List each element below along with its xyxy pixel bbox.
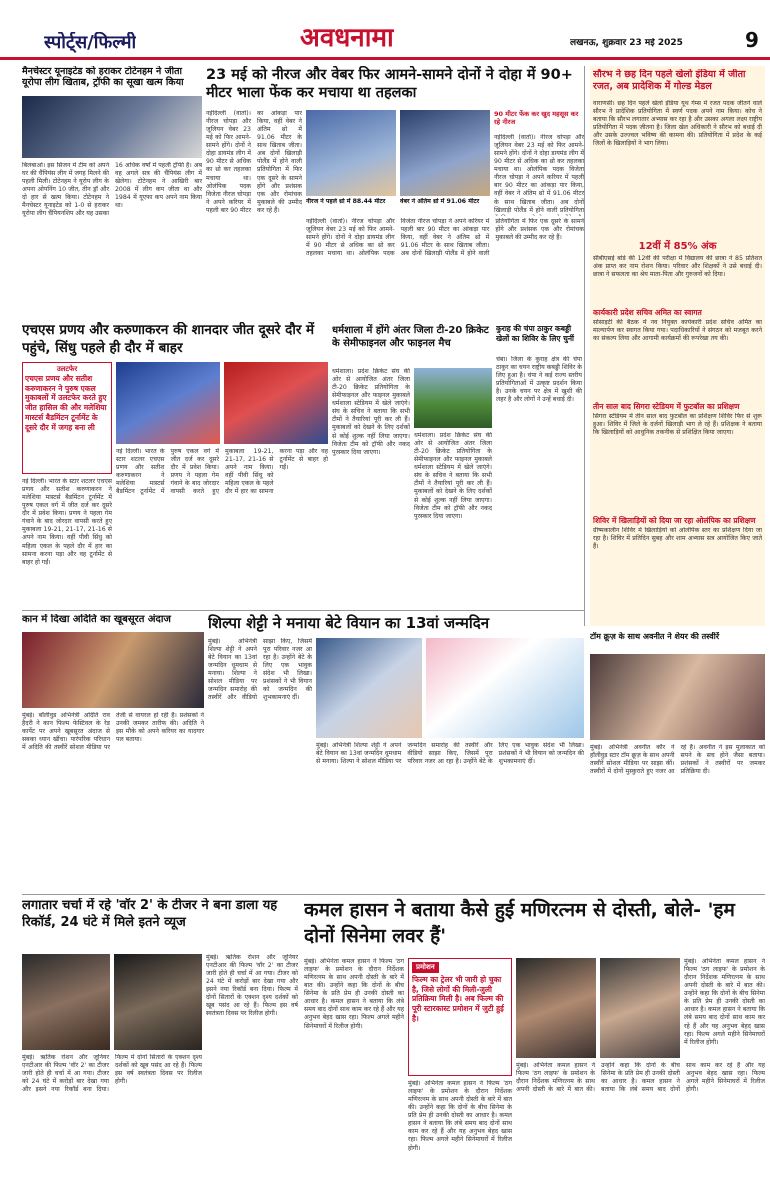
promo-tag: प्रमोशन <box>412 962 439 973</box>
photo-tottenham-team <box>22 96 202 158</box>
article-saurabh <box>590 66 765 626</box>
body-12th: सीबीएसई बोर्ड की 12वीं की परीक्षा में विद्यालय की छात्रा ने 85 प्रतिशत अंक प्राप्त कर नाम रोशन किया। परिवार और शिक्षकों ने उसे बधाई दी। छात्रा ने सफलता का श्रेय माता-पिता और गुरुजनों को दिया। <box>593 255 762 279</box>
article-body-right: मुंबई। ऋतिक रोशन और जूनियर एनटीआर की फिल्म 'वॉर 2' का टीजर जारी होते ही चर्चा में आ गया। टीजर को 24 घंटे में करोड़ों बार देखा गया और इसने नया रिकॉर्ड बना दिया। फिल्म में दोनों सितारों के एक्शन दृश्य दर्शकों को खूब पसंद आ रहे हैं। फिल्म इस वर्ष स्वतंत्रता दिवस पर रिलीज होगी। <box>206 954 298 1018</box>
photo-birthday <box>426 638 584 738</box>
article-body: मुंबई। ऋतिक रोशन और जूनियर एनटीआर की फिल्म 'वॉर 2' का टीजर जारी होते ही चर्चा में आ गया। टीजर को 24 घंटे में करोड़ों बार देखा गया और इसने नया रिकॉर्ड बना दिया। फिल्म में दोनों सितारों के एक्शन दृश्य दर्शकों को खूब पसंद आ रहे हैं। फिल्म इस वर्ष स्वतंत्रता दिवस पर रिलीज होगी। <box>22 1054 202 1094</box>
article-aditi <box>22 614 204 890</box>
divider <box>22 610 584 611</box>
article-body: बिलबाओ। इस सिजन में टीम को अपने घर की चैंपियंस लीग में जगह मिलने की पहली मिली। टोटेनहम ने यूरोप लीग के अपना ओपनिंग 10 जीत, तीन ड्रॉ और दो हार से खत्म किया। टोटेनहम ने मैनचेस्टर यूनाइटेड को 1-0 से हराकर यूरोपा लीग चैंपियनशिप और यह उसका 16 अधिक वर्षों में पहली ट्रॉफी है। अब वह अगले सत्र की चैंपियंस लीग में खेलेगा। टोटेनहम ने आखिरी बार 2008 में लीग कप जीता था और 1984 में यूएफा कप अपने नाम किया था। <box>22 162 202 218</box>
photo-neeraj <box>306 110 396 196</box>
caption-weber: वेबर ने अंतिम थ्रो में 91.06 मीटर <box>400 198 480 205</box>
brand-logo: अवधनामा <box>300 23 394 53</box>
headline: सौरभ ने छह दिन पहले खेलो इंडिया में जीता रजत, अब प्रादेशिक में गोल्ड मेडल <box>593 69 746 92</box>
page-number: 9 <box>745 28 759 52</box>
headline: शिल्पा शेट्टी ने मनाया बेटे वियान का 13वां जन्मदिन <box>208 614 490 632</box>
body-sigra: सिगरा स्टेडियम में तीन साल बाद फुटबॉल का प्रशिक्षण शिविर फिर से शुरू हुआ। शिविर में जिले के दर्जनों खिलाड़ी भाग ले रहे हैं। प्रशिक्षक ने बताया कि खिलाड़ियों को आधुनिक तकनीक से प्रशिक्षित किया जाएगा। <box>593 413 762 437</box>
headline: लगातार चर्चा में रहे 'वॉर 2' के टीजर ने बना डाला यह रिकॉर्ड, 24 घंटे में मिले इतने व्यूज <box>22 898 278 930</box>
caption-neeraj: नीरज ने पहले थ्रो में 88.44 मीटर <box>306 198 386 205</box>
photo-maniratnam <box>600 958 680 1058</box>
divider <box>584 66 585 626</box>
headline: कमल हासन ने बताया कैसे हुई मणिरत्नम से दोस्ती, बोले- 'हम दोनों सिनेमा लवर हैं' <box>304 899 735 947</box>
photo-war2 <box>22 954 110 1050</box>
article-body-continued: मुंबई। अभिनेत्री शिल्पा शेट्टी ने अपने बेटे वियान का 13वां जन्मदिन धूमधाम से मनाया। शिल्पा ने सोशल मीडिया पर जन्मदिन समारोह की तस्वीरें और वीडियो साझा किए, जिसमें पूरा परिवार नजर आ रहा है। उन्होंने बेटे के लिए एक भावुक संदेश भी लिखा। प्रशंसकों ने भी वियान को जन्मदिन की शुभकामनाएं दीं। <box>316 742 584 766</box>
photo-prannoy <box>224 362 328 444</box>
photo-weber <box>400 110 490 196</box>
body-amit: सोसाइटी की बैठक में नव नियुक्त कार्यकारी प्रदेश सचिव अमित का माल्यार्पण कर स्वागत किया गया। पदाधिकारियों ने संगठन को मजबूत करने का संकल्प लिया और आगामी कार्यक्रमों की रूपरेखा तय की। <box>593 319 762 343</box>
article-body: मुंबई। बॉलीवुड अभिनेत्री अदिति राव हैदरी ने कान फिल्म फेस्टिवल के रेड कार्पेट पर अपने खूबसूरत अंदाज से सबका ध्यान खींचा। पारंपरिक परिधान में अदिति की तस्वीरें सोशल मीडिया पर तेजी से वायरल हो रही हैं। प्रशंसकों ने उनकी जमकर तारीफ की। अदिति ने इस मौके को अपने करियर का यादगार पल बताया। <box>22 712 204 752</box>
article-cricket <box>332 324 492 602</box>
headline: टॉम क्रूज़ के साथ अवनीत ने शेयर की तस्वीरें <box>590 632 720 641</box>
article-badminton <box>22 322 328 598</box>
photo-war2-second <box>114 954 202 1050</box>
photo-aditi <box>22 632 204 708</box>
body-camp: ग्रीष्मकालीन शिविर में खिलाड़ियों को ओलंपिक स्तर का प्रशिक्षण दिया जा रहा है। शिविर में प्रतिदिन सुबह और शाम अभ्यास सत्र आयोजित किए जाते हैं। <box>593 527 762 551</box>
article-body-right: मुंबई। अभिनेता कमल हासन ने फिल्म 'ठग लाइफ' के प्रमोशन के दौरान निर्देशक मणिरत्नम के साथ अपनी दोस्ती के बारे में बात की। उन्होंने कहा कि दोनों के बीच सिनेमा के प्रति प्रेम ही उनकी दोस्ती का आधार है। कमल हासन ने बताया कि लंबे समय बाद दोनों साथ काम कर रहे हैं और यह अनुभव बेहद खास रहा। फिल्म अगले महीने सिनेमाघरों में रिलीज होगी। <box>684 958 765 1046</box>
article-body: नईदिल्ली (वार्ता)। नीरज चोपड़ा और जूलियन वेबर 23 मई को फिर आमने-सामने होंगे। दोनों ने दोहा डायमंड लीग में 90 मीटर से अधिक का थ्रो कर तहलका मचाया था। ओलंपिक पदक विजेता नीरज चोपड़ा ने अपने करियर में पहली बार 90 मीटर का आंकड़ा पार किया, वहीं वेबर ने अंतिम थ्रो में 91.06 मीटर के साथ खिताब जीता। अब दोनों खिलाड़ी पोलैंड में होने वाली प्रतियोगिता में फिर एक दूसरे के सामने होंगे और प्रशंसक एक और रोमांचक मुकाबले की उम्मीद कर रहे हैं। <box>206 110 302 214</box>
article-body: मुंबई। अभिनेत्री अवनीत कौर ने हॉलीवुड स्टार टॉम क्रूज़ के साथ अपनी तस्वीरें सोशल मीडिया पर साझा कीं। तस्वीरों में दोनों मुस्कुराते हुए नजर आ रहे हैं। अवनीत ने इस मुलाकात को सपने के सच होने जैसा बताया। प्रशंसकों ने तस्वीरों पर जमकर प्रतिक्रिया दी। <box>590 744 765 776</box>
article-body: वाराणसी। छह दिन पहले खेलो इंडिया यूथ गेम्स में रजत पदक जीतने वाले सौरभ ने प्रादेशिक प्रतियोगिता में स्वर्ण पदक अपने नाम किया। कोच ने बताया कि सौरभ लगातार अभ्यास कर रहा है और उसका अगला लक्ष्य राष्ट्रीय प्रतियोगिता में पदक जीतना है। जिला खेल अधिकारी ने सौरभ को बधाई दी और उसके उज्ज्वल भविष्य की कामना की। प्रतियोगिता में प्रदेश के कई जिलों के खिलाड़ियों ने भाग लिया। <box>593 100 762 148</box>
headline: 23 मई को नीरज और वेबर फिर आमने-सामने दोनों ने दोहा में 90+ मीटर भाला फेंक कर मचाया था तहलका <box>206 67 573 102</box>
photo-avneet-tom <box>590 654 765 740</box>
promo-box <box>408 958 512 1076</box>
subhead-sigra: तीन साल बाद सिगरा स्टेडियम में फुटबॉल का प्रशिक्षण <box>593 402 740 411</box>
article-kamal <box>304 898 765 1196</box>
box-label: उलटफेर <box>56 365 78 373</box>
article-body-continued: धर्मशाला। प्रदेश क्रिकेट संघ की ओर से आयोजित अंतर जिला टी-20 क्रिकेट प्रतियोगिता के सेमीफाइनल और फाइनल मुकाबले धर्मशाला स्टेडियम में खेले जाएंगे। संघ के सचिव ने बताया कि सभी टीमों ने तैयारियां पूरी कर ली हैं। मुकाबलों को देखने के लिए दर्शकों से कोई शुल्क नहीं लिया जाएगा। विजेता टीम को ट्रॉफी और नकद पुरस्कार दिया जाएगा। <box>414 432 492 520</box>
box-text: एचएस प्रणय और सतीश करुणाकरन ने पुरुष एकल मुकाबलों में उलटफेर करते हुए जीत हासिल की और मलेशिया मास्टर्स बैडमिंटन टूर्नामेंट के दूसरे दौर में जगह बना ली <box>25 373 107 432</box>
article-avneet <box>590 632 765 890</box>
headline: एचएस प्रणय और करुणाकरन की शानदार जीत दूसरे दौर में पहुंचे, सिंधु पहले ही दौर में बाहर <box>22 322 315 356</box>
section-title: स्पोर्ट्स/फिल्मी <box>44 32 137 53</box>
photo-shilpa-family <box>316 638 422 738</box>
headline: मैनचेस्टर यूनाइटेड को हराकर टोटेनहम ने जीता यूरोपा लीग खिताब, ट्रॉफी का सूखा खत्म किया <box>22 66 184 89</box>
masthead <box>0 0 770 60</box>
headline: कान में दिखा अदिति का खूबसूरत अंदाज <box>22 614 171 625</box>
subhead-camp: शिविर में खिलाड़ियों को दिया जा रहा ओलंपिक का प्रशिक्षण <box>593 516 756 525</box>
article-body-continued: मुंबई। अभिनेता कमल हासन ने फिल्म 'ठग लाइफ' के प्रमोशन के दौरान निर्देशक मणिरत्नम के साथ अपनी दोस्ती के बारे में बात की। उन्होंने कहा कि दोनों के बीच सिनेमा के प्रति प्रेम ही उनकी दोस्ती का आधार है। कमल हासन ने बताया कि लंबे समय बाद दोनों साथ काम कर रहे हैं और यह अनुभव बेहद खास रहा। फिल्म अगले महीने सिनेमाघरों में रिलीज होगी। <box>516 1062 765 1094</box>
article-body-lower: मुंबई। अभिनेता कमल हासन ने फिल्म 'ठग लाइफ' के प्रमोशन के दौरान निर्देशक मणिरत्नम के साथ अपनी दोस्ती के बारे में बात की। उन्होंने कहा कि दोनों के बीच सिनेमा के प्रति प्रेम ही उनकी दोस्ती का आधार है। कमल हासन ने बताया कि लंबे समय बाद दोनों साथ काम कर रहे हैं और यह अनुभव बेहद खास रहा। फिल्म अगले महीने सिनेमाघरों में रिलीज होगी। <box>408 1080 512 1152</box>
subhead-12th: 12वीं में 85% अंक <box>638 241 717 252</box>
article-kabaddi <box>496 324 582 602</box>
article-body: नई दिल्ली। भारत के स्टार शटलर एचएस प्रणय और सतीश करुणाकरन ने मलेशिया मास्टर्स बैडमिंटन टूर्नामेंट में पुरुष एकल वर्ग में जीत दर्ज कर दूसरे दौर में प्रवेश किया। प्रणय ने पहला गेम गंवाने के बाद जोरदार वापसी करते हुए मुकाबला 19-21, 21-17, 21-16 से अपने नाम किया। वहीं पीवी सिंधु को महिला एकल के पहले दौर में हार का सामना करना पड़ा और वह टूर्नामेंट से बाहर हो गईं। <box>116 448 328 496</box>
photo-sindhu <box>116 362 220 444</box>
divider <box>22 894 765 895</box>
article-tottenham <box>22 66 202 296</box>
headline: धर्मशाला में होंगे अंतर जिला टी-20 क्रिकेट के सेमीफाइनल और फाइनल मैच <box>332 325 489 349</box>
dateline: लखनऊ, शुक्रवार 23 मई 2025 <box>570 38 683 48</box>
promo-quote: फिल्म का ट्रेलर भी जारी हो चुका है, जिसे लोगों की मिली-जुली प्रतिक्रिया मिली है। अब फिल्म की पूरी स्टारकास्ट प्रमोशन में जुटी हुई है। <box>412 974 504 1023</box>
headline: कुराह की चंपा ठाकुर कबड्डी खेलों का शिविर के लिए चुनीं <box>496 324 574 343</box>
article-body: मुंबई। अभिनेता कमल हासन ने फिल्म 'ठग लाइफ' के प्रमोशन के दौरान निर्देशक मणिरत्नम के साथ अपनी दोस्ती के बारे में बात की। उन्होंने कहा कि दोनों के बीच सिनेमा के प्रति प्रेम ही उनकी दोस्ती का आधार है। कमल हासन ने बताया कि लंबे समय बाद दोनों साथ काम कर रहे हैं और यह अनुभव बेहद खास रहा। फिल्म अगले महीने सिनेमाघरों में रिलीज होगी। <box>304 958 404 1030</box>
highlight-box <box>22 362 112 474</box>
photo-kamal <box>516 958 596 1058</box>
article-body-continued: नईदिल्ली (वार्ता)। नीरज चोपड़ा और जूलियन वेबर 23 मई को फिर आमने-सामने होंगे। दोनों ने दोहा डायमंड लीग में 90 मीटर से अधिक का थ्रो कर तहलका मचाया था। ओलंपिक पदक विजेता नीरज चोपड़ा ने अपने करियर में पहली बार 90 मीटर का आंकड़ा पार किया, वहीं वेबर ने अंतिम थ्रो में 91.06 मीटर के साथ खिताब जीता। अब दोनों खिलाड़ी पोलैंड में होने वाली प्रतियोगिता में फिर एक दूसरे के सामने होंगे और प्रशंसक एक और रोमांचक मुकाबले की उम्मीद कर रहे हैं। <box>306 218 584 258</box>
subhead-amit: कार्यकारी प्रदेश सचिव अमित का स्वागत <box>593 308 702 317</box>
subheadline: 90 मीटर फेंक कर खुद महसूस कर रहे नीरज <box>494 110 579 127</box>
article-body: मुंबई। अभिनेत्री शिल्पा शेट्टी ने अपने बेटे वियान का 13वां जन्मदिन धूमधाम से मनाया। शिल्पा ने सोशल मीडिया पर जन्मदिन समारोह की तस्वीरें और वीडियो साझा किए, जिसमें पूरा परिवार नजर आ रहा है। उन्होंने बेटे के लिए एक भावुक संदेश भी लिखा। प्रशंसकों ने भी वियान को जन्मदिन की शुभकामनाएं दीं। <box>208 638 312 702</box>
article-body-right: नईदिल्ली (वार्ता)। नीरज चोपड़ा और जूलियन वेबर 23 मई को फिर आमने-सामने होंगे। दोनों ने दोहा डायमंड लीग में 90 मीटर से अधिक का थ्रो कर तहलका मचाया था। ओलंपिक पदक विजेता नीरज चोपड़ा ने अपने करियर में पहली बार 90 मीटर का आंकड़ा पार किया, वहीं वेबर ने अंतिम थ्रो में 91.06 मीटर के साथ खिताब जीता। अब दोनों खिलाड़ी पोलैंड में होने वाली प्रतियोगिता <box>494 134 584 214</box>
article-war2 <box>22 898 298 1196</box>
article-body: धर्मशाला। प्रदेश क्रिकेट संघ की ओर से आयोजित अंतर जिला टी-20 क्रिकेट प्रतियोगिता के सेमीफाइनल और फाइनल मुकाबले धर्मशाला स्टेडियम में खेले जाएंगे। संघ के सचिव ने बताया कि सभी टीमों ने तैयारियां पूरी कर ली हैं। मुकाबलों को देखने के लिए दर्शकों से कोई शुल्क नहीं लिया जाएगा। विजेता टीम को ट्रॉफी और नकद पुरस्कार दिया जाएगा। <box>332 368 410 456</box>
article-shilpa <box>208 614 584 890</box>
photo-cricket-ground <box>414 368 492 428</box>
article-body: चंबा। जिला के कुराह क्षेत्र की चंपा ठाकुर का चयन राष्ट्रीय कबड्डी शिविर के लिए हुआ है। चंपा ने कई राज्य स्तरीय प्रतियोगिताओं में उत्कृष्ट प्रदर्शन किया है। उनके चयन पर क्षेत्र में खुशी की लहर है और लोगों ने उन्हें बधाई दी। <box>496 356 582 404</box>
article-body-left: नई दिल्ली। भारत के स्टार शटलर एचएस प्रणय और सतीश करुणाकरन ने मलेशिया मास्टर्स बैडमिंटन टूर्नामेंट में पुरुष एकल वर्ग में जीत दर्ज कर दूसरे दौर में प्रवेश किया। प्रणय ने पहला गेम गंवाने के बाद जोरदार वापसी करते हुए मुकाबला 19-21, 21-17, 21-16 से अपने नाम किया। वहीं पीवी सिंधु को महिला एकल के पहले दौर में हार का सामना करना पड़ा और वह टूर्नामेंट से बाहर हो गईं। <box>22 478 112 566</box>
article-neeraj <box>206 66 584 306</box>
